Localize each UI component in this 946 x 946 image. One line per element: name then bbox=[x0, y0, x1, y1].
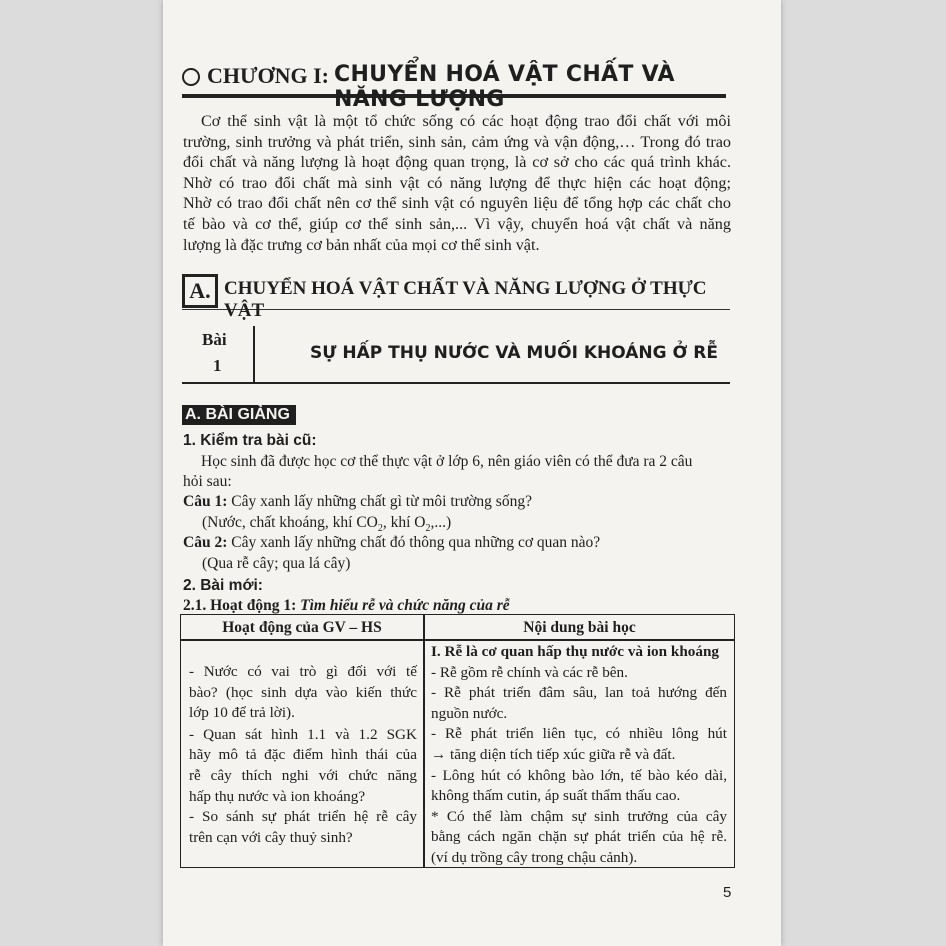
activity-label: 2.1. Hoạt động 1: bbox=[183, 597, 297, 614]
table-header-right: Nội dung bài học bbox=[523, 619, 636, 636]
right-line: không thấm cutin, áp suất thẩm thấu cao. bbox=[431, 787, 681, 805]
intro-line: đổi chất và năng lượng là hoạt động quan trọng, là cơ sở cho các quá trình khác. bbox=[183, 153, 731, 172]
a1-post: ,...) bbox=[430, 514, 452, 531]
table-column-divider bbox=[423, 615, 425, 867]
lesson-divider bbox=[253, 326, 255, 382]
a1-pre: (Nước, chất khoáng, khí CO bbox=[202, 514, 378, 531]
activity-heading bbox=[183, 597, 510, 615]
right-line: - Rễ phát triển liên tục, có nhiều lông hút bbox=[431, 725, 727, 743]
circle-icon bbox=[182, 68, 200, 86]
table-right-column bbox=[431, 642, 727, 869]
check-heading: 1. Kiểm tra bài cũ: bbox=[183, 432, 317, 449]
table-header-divider bbox=[181, 639, 734, 641]
intro-line: Cơ thể sinh vật là một tổ chức sống có các hoạt động trao đổi chất với môi bbox=[201, 112, 731, 130]
right-line: - Rễ gồm rễ chính và các rễ bên. bbox=[431, 663, 628, 681]
section-a-header bbox=[182, 271, 730, 321]
right-line: - Lông hút có không bào lớn, tế bào kéo dài, bbox=[431, 766, 727, 784]
check-intro-line1: Học sinh đã được học cơ thể thực vật ở lớp 6, nên giáo viên có thể đưa ra 2 câu bbox=[201, 453, 693, 470]
new-lesson-heading: 2. Bài mới: bbox=[183, 577, 263, 594]
chapter-label: CHƯƠNG I: bbox=[207, 63, 330, 88]
intro-line: tế bào và cơ thể, giúp cơ thể sinh sản,... Vì vậy, chuyển hoá vật chất và năng bbox=[183, 214, 731, 233]
question-1 bbox=[183, 493, 532, 511]
lesson-number: 1 bbox=[213, 356, 222, 375]
a1-sub2: 2 bbox=[425, 523, 431, 535]
q2-text: Cây xanh lấy những chất đó thông qua những cơ quan nào? bbox=[231, 534, 601, 551]
right-line: * Có thể làm chậm sự sinh trưởng của cây bbox=[431, 807, 727, 825]
table-header-left: Hoạt động của GV – HS bbox=[222, 619, 382, 636]
chapter-header bbox=[182, 60, 726, 112]
left-line: bào? (học sinh dựa vào kiến thức bbox=[189, 683, 417, 701]
right-line: bằng cách ngăn chặn sự phát triển của hệ rễ. bbox=[431, 828, 727, 846]
a1-mid: , khí O bbox=[382, 514, 426, 531]
intro-paragraph bbox=[183, 111, 731, 255]
activity-table bbox=[180, 614, 735, 868]
answer-1 bbox=[202, 514, 451, 534]
left-line: lớp 10 để trả lời). bbox=[189, 704, 295, 722]
check-intro-line2: hỏi sau: bbox=[183, 473, 232, 490]
lesson-word: Bài bbox=[202, 330, 227, 349]
lesson-header bbox=[182, 326, 730, 384]
left-line: rễ cây thích nghi với chức năng bbox=[189, 766, 417, 784]
left-line: trên cạn với cây thuỷ sinh? bbox=[189, 828, 353, 846]
table-left-column bbox=[189, 662, 417, 848]
right-line: → tăng diện tích tiếp xúc giữa rễ và đất. bbox=[431, 745, 676, 763]
answer-2: (Qua rễ cây; qua lá cây) bbox=[202, 555, 351, 572]
left-line: hãy mô tả đặc điểm hình thái của bbox=[189, 746, 417, 764]
right-line: - Rễ phát triển đâm sâu, lan toả hướng đến bbox=[431, 684, 727, 702]
lesson-title: SỰ HẤP THỤ NƯỚC VÀ MUỐI KHOÁNG Ở RỄ bbox=[310, 343, 718, 363]
right-line: nguồn nước. bbox=[431, 704, 508, 722]
left-line: - Quan sát hình 1.1 và 1.2 SGK bbox=[189, 725, 417, 743]
left-line: - So sánh sự phát triển hệ rễ cây bbox=[189, 808, 417, 826]
intro-line: Nhờ có trao đổi chất mà sinh vật có năng lượng để thực hiện các hoạt động; bbox=[183, 173, 731, 192]
q1-text: Cây xanh lấy những chất gì từ môi trường sống? bbox=[231, 493, 532, 510]
left-line: - Nước có vai trò gì đối với tế bbox=[189, 663, 417, 680]
book-page bbox=[163, 0, 781, 946]
q1-label: Câu 1: bbox=[183, 493, 228, 510]
intro-line: trường, sinh trưởng và phát triển, sinh sản, cảm ứng và vận động,… Trong đó trao bbox=[183, 132, 731, 151]
page-number: 5 bbox=[723, 884, 732, 901]
section-title: CHUYỂN HOÁ VẬT CHẤT VÀ NĂNG LƯỢNG Ở THỰC VẬT bbox=[224, 278, 707, 321]
chapter-title: CHUYỂN HOÁ VẬT CHẤT VÀ NĂNG LƯỢNG bbox=[334, 62, 675, 112]
activity-title: Tìm hiểu rễ và chức năng của rễ bbox=[300, 597, 510, 614]
lecture-heading: A. BÀI GIẢNG bbox=[182, 405, 296, 425]
intro-line: lượng là đặc trưng cơ bản nhất của mọi cơ thể sinh vật. bbox=[183, 235, 540, 254]
q2-label: Câu 2: bbox=[183, 534, 228, 551]
section-letter: A. bbox=[182, 274, 218, 308]
left-line: hấp thụ nước và ion khoáng? bbox=[189, 787, 366, 805]
a1-sub1: 2 bbox=[377, 523, 383, 535]
question-2 bbox=[183, 534, 600, 552]
right-heading: I. Rễ là cơ quan hấp thụ nước và ion khoáng bbox=[431, 643, 719, 660]
intro-line: Nhờ có trao đổi chất nên cơ thể sinh vật có nguyên liệu để tổng hợp các chất cho bbox=[183, 194, 731, 213]
right-line: (ví dụ trồng cây trong chậu cảnh). bbox=[431, 848, 638, 866]
